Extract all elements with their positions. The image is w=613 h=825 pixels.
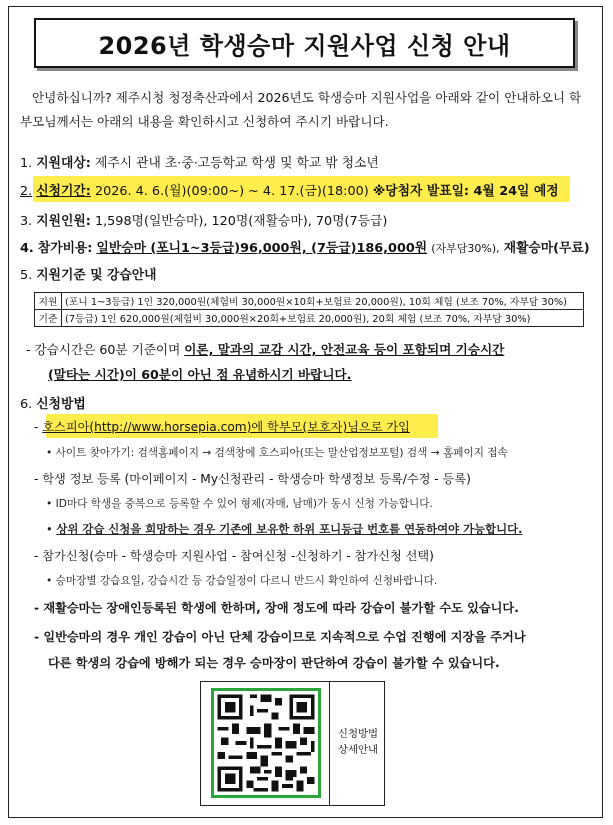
item-number: 3. (20, 214, 33, 229)
item-note: ※당첨자 발표일: 4월 24일 예정 (372, 184, 559, 199)
table-cell: (7등급) 1인 620,000원(체험비 30,000원×20회+보험료 20,000원), 20회 체험 (보조 70%, 자부담 30%) (62, 310, 584, 327)
item-number: 1. (20, 156, 33, 171)
item-number: 4. (20, 241, 34, 256)
method-step1-note: • 사이트 찾아가기: 검색홈페이지 → 검색창에 호스피아(또는 말산업정보포털) 검색 → 홈페이지 접속 (46, 447, 508, 459)
page-title: 2026년 학생승마 지원사업 신청 안내 (34, 18, 575, 68)
item-number: 5. (20, 268, 33, 283)
method-step2: - 학생 정보 등록 (마이페이지 - My신청관리 - 학생승마 학생정보 등록/수정 - 등록) (34, 472, 471, 486)
item-target (20, 152, 379, 171)
item-period (20, 180, 559, 199)
table-header: 지원 (35, 293, 62, 310)
lesson-note-cont: (말타는 시간)이 60분이 아닌 점 유념하시기 바랍니다. (48, 367, 352, 382)
qr-code-graphic (214, 691, 318, 795)
method-step2-note: • ID마다 학생을 중복으로 등록할 수 있어 형제(자매, 남매)가 동시 신청 가능합니다. (46, 498, 433, 510)
qr-label-line2: 상세안내 (337, 744, 379, 756)
lesson-note-emphasis: 이론, 말과의 교감 시간, 안전교육 등이 포함되며 기승시간 (184, 342, 505, 357)
lesson-note (26, 339, 504, 358)
qr-label-line1: 신청방법 (337, 728, 379, 740)
criteria-table (34, 292, 584, 327)
item-label: 지원기준 및 강습안내 (36, 268, 157, 283)
item-label: 참가비용: (37, 241, 93, 256)
method-step3: - 참가신청(승마 - 학생승마 지원사업 - 참여신청 -신청하기 - 참가신청 선택) (34, 549, 434, 563)
item-label: 지원인원: (36, 214, 91, 229)
intro-paragraph: 안녕하십니까? 제주시청 청정축산과에서 2026년도 학생승마 지원사업을 아래와 같이 안내하오니 학부모님께서는 아래의 내용을 확인하시고 신청하여 주시기 바랍니다. (20, 90, 582, 129)
item-method (20, 393, 86, 412)
item-value-sub: (자부담30%), (431, 242, 500, 255)
item-value: 2026. 4. 6.(월)(09:00~) ~ 4. 17.(금)(18:00) (94, 184, 369, 199)
bullet-dash: - (34, 472, 43, 486)
bullet-dash: - (34, 630, 44, 644)
lesson-note-text: - 강습시간은 60분 기준이며 (26, 342, 185, 357)
table-cell: (포니 1~3등급) 1인 320,000원(체험비 30,000원×10회+보험료 20,000원), 10회 체험 (보조 70%, 자부담 30%) (62, 293, 584, 310)
method-step3-note: • 승마장별 강습요일, 강습시간 등 강습일정이 다르니 반드시 확인하여 신청바랍니다. (46, 575, 438, 587)
item-value-free: 재활승마(무료) (503, 241, 590, 256)
method-warn2: - 일반승마의 경우 개인 강습이 아닌 단체 강습이므로 지속적으로 수업 진행에 지장을 주거나 (34, 630, 526, 644)
item-label: 지원대상: (36, 156, 91, 171)
table-row (35, 310, 584, 327)
method-warn1: - 재활승마는 장애인등록된 학생에 한하며, 장애 정도에 따라 강습이 불가할 수도 있습니다. (34, 601, 519, 615)
qr-code-icon[interactable] (211, 688, 321, 798)
bullet-dot: • (46, 575, 56, 587)
step1-text: 호스피아(http://www.horsepia.com)에 학부모(보호자)님으로 가입 (42, 420, 410, 434)
bullet-dot: • (46, 447, 56, 459)
table-row (35, 293, 584, 310)
bullet-dot: • (46, 498, 56, 510)
bullet-dot: • (46, 522, 57, 536)
bullet-dash: - (34, 601, 44, 615)
method-step2-warn: • 상위 강습 신청을 희망하는 경우 기존에 보유한 하위 포니등급 번호를 연동하여야 가능합니다. (46, 522, 523, 536)
qr-divider (329, 682, 330, 805)
method-warn2-cont: 다른 학생의 강습에 방해가 되는 경우 승마장이 판단하여 강습이 불가할 수 있습니다. (48, 656, 500, 670)
item-cost (20, 237, 590, 256)
qr-box (200, 681, 385, 806)
method-step1 (34, 418, 410, 435)
item-number: 2. (20, 184, 33, 199)
item-criteria (20, 264, 156, 283)
item-people (20, 210, 387, 229)
item-value: 1,598명(일반승마), 120명(재활승마), 70명(7등급) (94, 214, 388, 229)
bullet-dash: - (34, 420, 43, 434)
bullet-dash: - (34, 549, 43, 563)
item-value: 제주시 관내 초·중·고등학교 학생 및 학교 밖 청소년 (94, 156, 379, 171)
item-value: 일반승마 (포니1~3등급)96,000원, (7등급)186,000원 (96, 241, 428, 256)
item-number: 6. (20, 397, 33, 412)
item-label: 신청기간: (36, 184, 91, 199)
item-label: 신청방법 (36, 397, 86, 412)
qr-label (335, 726, 381, 758)
table-header: 기준 (35, 310, 62, 327)
